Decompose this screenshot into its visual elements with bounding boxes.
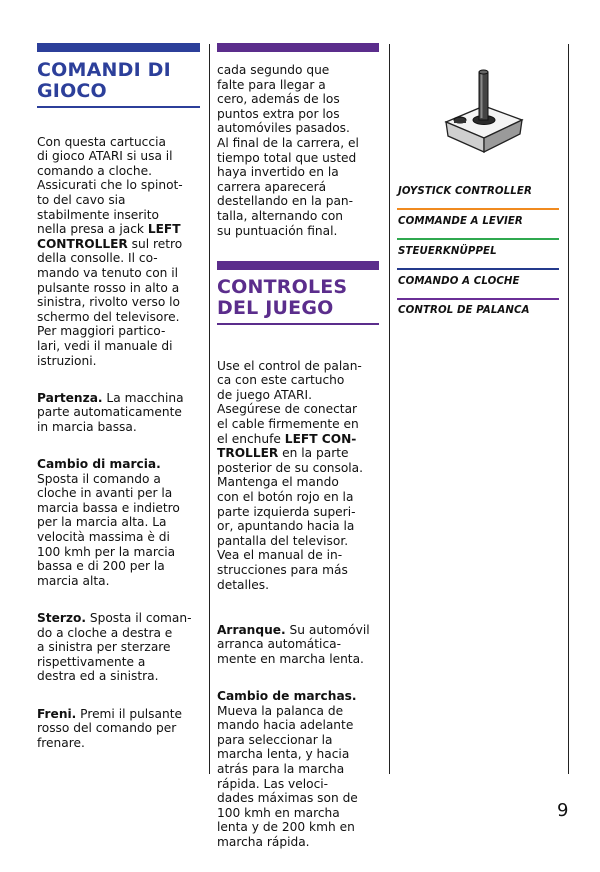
sidebar-label-spanish: CONTROL DE PALANCA (398, 305, 530, 316)
joystick-illustration (438, 60, 530, 160)
spanish-start-paragraph: Arranque. Su automóvil arranca automática- mente en marcha lenta. (217, 622, 370, 666)
spanish-header-bar (217, 261, 379, 270)
italian-header-bar (37, 43, 200, 52)
spanish-heading-underline (217, 323, 379, 325)
italian-heading (37, 60, 171, 102)
sidebar-line-violet (397, 298, 559, 300)
column-rule-left (209, 44, 210, 774)
sidebar-line-navy (397, 268, 559, 270)
sidebar-line-green (397, 238, 559, 240)
page-number: 9 (557, 800, 569, 821)
spanish-continued-text: cada segundo que falte para llegar a cero, además de los puntos extra por los automóviles pasados. Al final de la carrera, el tiempo total que usted haya invertido en la carrera aparecerá destellando en la pan- talla, alternando con su puntuación final. (217, 63, 359, 238)
italian-brakes-paragraph: Freni. Premi il pulsante rosso del comando per frenare. (37, 706, 183, 750)
spanish-intro: Use el control de palan- ca con este cartucho de juego ATARI. Asegúrese de conectar el cable firmemente en el enchufe LEFT CON- TROLLER en la parte posterior de su consola. Mantenga el mando con el botón rojo en la parte izquierda superi- or, apuntando hacia la pantalla del televisor. Vea el manual de in- strucciones para más detalles. (217, 358, 364, 592)
spanish-top-bar (217, 43, 379, 52)
spanish-body (217, 344, 387, 872)
spanish-heading (217, 277, 347, 319)
spanish-gear-paragraph: Cambio de marchas. Mueva la palanca de mando hacia adelante para seleccionar la marcha lenta, y hacia atrás para la marcha rápida. Las veloci- dades máximas son de 100 kmh en marcha lenta y de 200 kmh en marcha rápida. (217, 689, 358, 849)
sidebar-label-english: JOYSTICK CONTROLLER (398, 186, 532, 197)
sidebar-label-german: STEUERKNÜPPEL (398, 246, 497, 257)
spanish-heading-line2: DEL JUEGO (217, 297, 334, 319)
italian-heading-line1: COMANDI DI (37, 59, 171, 81)
italian-start-paragraph: Partenza. La macchina parte automaticamente in marcia bassa. (37, 390, 184, 434)
spanish-heading-line1: CONTROLES (217, 276, 348, 298)
italian-steering-paragraph: Sterzo. Sposta il coman- do a cloche a destra e a sinistra per sterzare rispettivamente a destra ed a sinistra. (37, 611, 192, 684)
italian-heading-line2: GIOCO (37, 80, 107, 102)
sidebar-label-french: COMMANDE A LEVIER (398, 216, 523, 227)
italian-body (37, 120, 205, 773)
italian-intro: Con questa cartuccia di gioco ATARI si usa il comando a cloche. Assicurati che lo spinot- to del cavo sia stabilmente inserito nella presa a jack LEFT CONTROLLER sul retro della consolle. Il co- mando va tenuto con il pulsante rosso in alto a sinistra, rivolto verso lo schermo del televisore. Per maggiori partico- lari, vedi il manuale di istruzioni. (37, 134, 183, 368)
column-rule-right (568, 44, 569, 774)
italian-heading-underline (37, 106, 200, 108)
italian-gear-paragraph: Cambio di marcia. Sposta il comando a cloche in avanti per la marcia bassa e indietro per la marcia alta. La velocità massima è di 100 kmh per la marcia bassa e di 200 per la marcia alta. (37, 457, 180, 588)
sidebar-label-italian: COMANDO A CLOCHE (398, 276, 520, 287)
column-rule-middle (389, 44, 390, 774)
sidebar-line-orange (397, 208, 559, 210)
